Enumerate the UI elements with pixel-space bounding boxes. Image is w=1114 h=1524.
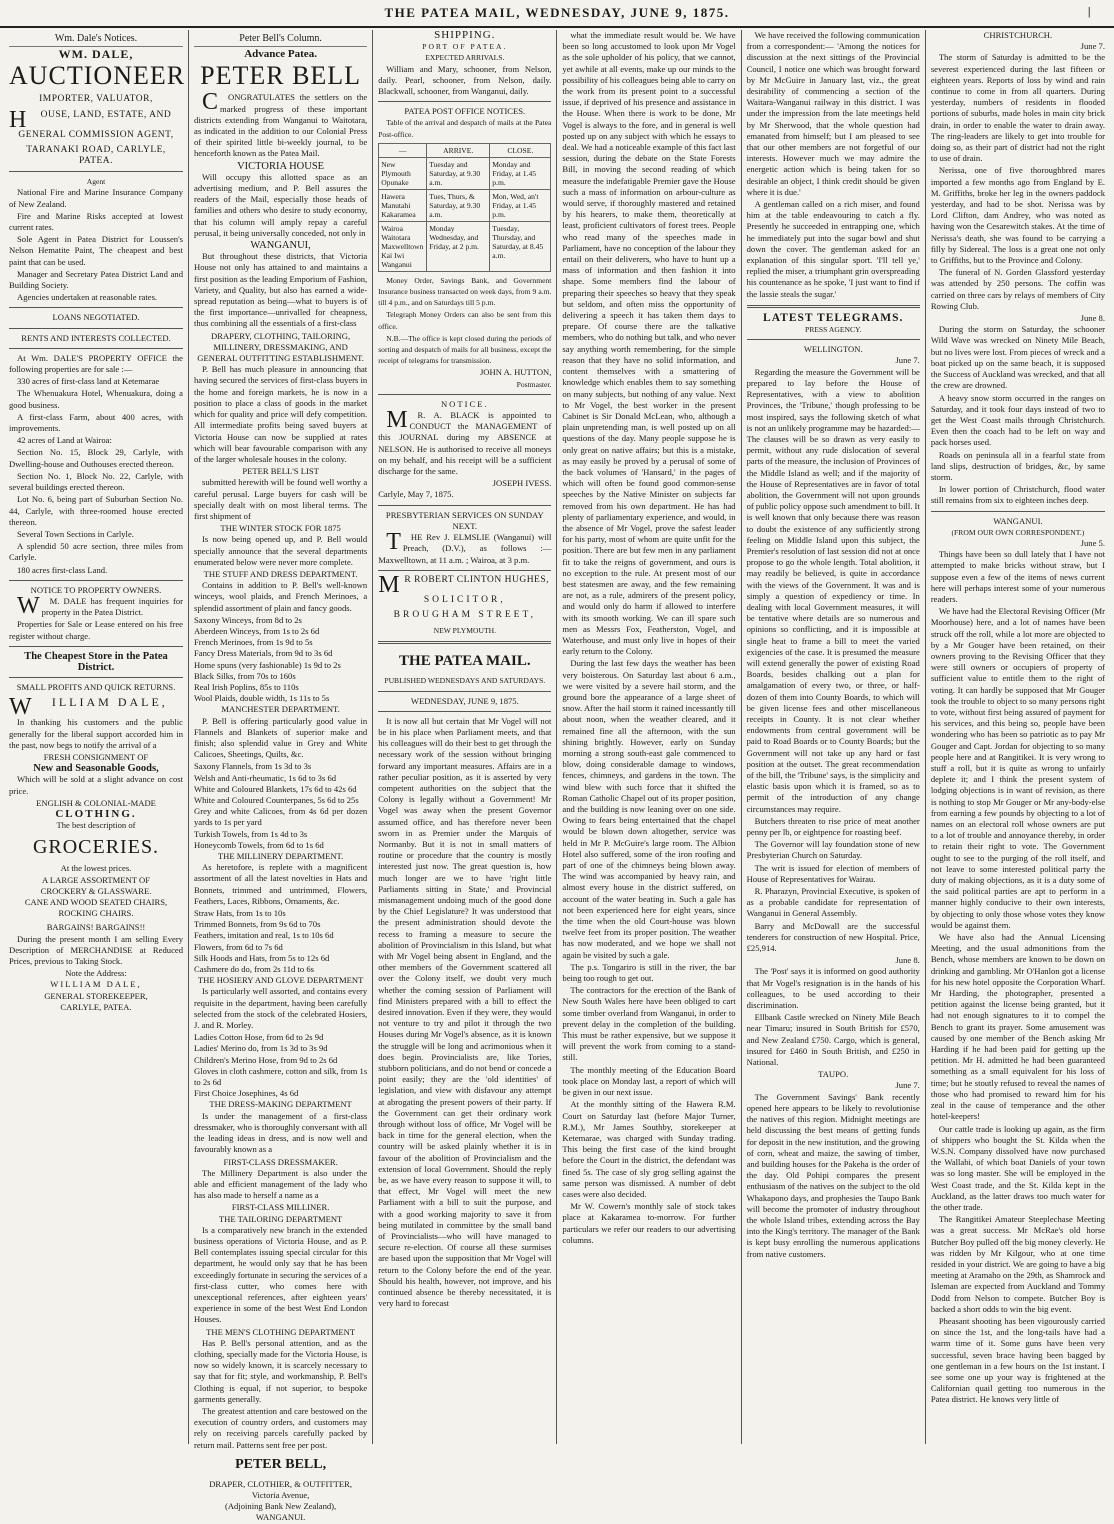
list-text: submitted herewith will be found well worthy a careful perusal. Large buyers for cash will be specially dealt with on most liberal terms. The first shipment of <box>194 477 368 521</box>
presbyterian-heading: PRESBYTERIAN SERVICES ON SUNDAY NEXT. <box>385 509 544 531</box>
property-item: Several Town Sections in Carlyle. <box>17 528 134 539</box>
winter-stock: THE WINTER STOCK FOR 1875 <box>220 523 341 534</box>
agent-lines <box>9 187 183 303</box>
thanking-text: In thanking his customers and the public generally for the liberal support accorded him in the past, now begs to notify the arrival of a <box>9 717 183 750</box>
congrats-dropcap: C <box>202 89 219 116</box>
price-line: Silk Hoods and Hats, from 5s to 12s 6d <box>194 952 330 963</box>
mail-arrive: Monday Wednesday, and Friday, at 2 p.m. <box>427 221 490 271</box>
property-item: 42 acres of Land at Wairoa: <box>17 435 112 446</box>
port-heading: PORT OF PATEA. <box>422 42 508 52</box>
chairs: CANE AND WOOD SEATED CHAIRS, <box>24 896 168 907</box>
price-line: Welsh and Anti-rheumatic, 1s 6d to 3s 6d <box>194 772 337 783</box>
victoria-house: VICTORIA HOUSE <box>237 160 325 172</box>
issue-date: WEDNESDAY, JUNE 9, 1875. <box>410 695 519 706</box>
editorial-paragraph: During the last few days the weather has been very boisterous. On Saturday last about 6 a.m., we were visited by a severe hail storm, and the ground bore the appearance of a large sheet of snow. After the hail storm it rained incessantly till about noon, when the weather cleared, and it remained fine all the afternoon, with the sun shining brightly. However, early on Sunday morning a strong south-east gale commenced to blow, doing considerable damage to windows, fences, chimneys, and gardens in the town. The wind blew with such force that it shifted the Roman Catholic Chapel out of its proper position, and the building is now leaning over on one side. Owing to fears being entertained that the chapel would be blown down altogether, service was held in Mr P. McGuire's large room. The Albion Hotel also suffered, some of the iron roofing and part of one of the chimneys being blown away. The wind was accompanied by heavy rain, and almost every house in the district suffered, on account of the water beating in. Such a gale has not been experienced here for eight years, since the time when the old Court-house was blown twelve feet from its proper position. The weather has now moderated, and we hope we shall not again be visited by such a gale. <box>562 658 736 960</box>
price-line: Children's Merino Hose, from 9d to 2s 6d <box>194 1054 338 1065</box>
property-item: 330 acres of first-class land at Ketemarae <box>17 376 160 387</box>
writ-text: The writ is issued for election of members of House of Representatives for Wairau. <box>746 862 920 884</box>
column-dale-notices <box>4 30 189 1444</box>
agent-line: Fire and Marine Risks accepted at lowest current rates. <box>9 210 183 233</box>
hosiery-text: Is particularly well assorted, and contains every requisite in the department, having been carefully selected from the stock of the celebrated Hosiers, J. and R. Morley. <box>194 986 368 1031</box>
stuff-text: Contains in addition to P. Bell's well-known winceys, wool plaids, and French Merinoes, a splendid assortment of plain and fancy goods. <box>194 580 368 613</box>
agent-line: Agencies undertaken at reasonable rates. <box>17 292 158 303</box>
wanganui-text: We have had the Electoral Revising Officer (Mr Moorhouse) here, and a lot of names have been struck off the roll, while a lot more are objected to by a Mr Gouger have been retained, on their owners proving to the Revising Officer that they were still owners or occupiers of property of sufficient value to entitle them to the right of voting. It can hardly be supposed that Mr Gouger took the trouble to object to so many persons right to vote, without first being assured of payment for his services, and this being so, people have been wondering who has been so patriotic as to pay Mr Gouger and Capt. Jordan for objecting to so many people here and at Rangitikei. It is very wrong to stuff a roll, but it is quite as wrong to unfairly deplete it; and I think the present system of lodging objections is in want of revision, as there is nothing to stop Mr Gouger or Mr any-body-else from earning a few pounds by objecting to a lot of names on an electoral roll whose owners are put to a lot of trouble and annoyance thereby, in order to retain their right to vote. The Government ought to see to the purging of the roll itself, and not leave to some interested political party the duty of making objections, as it is a duty some of the said political parties are apt to perform in a manner highly conducive to their own interests, by objecting to only those whose votes they know would be against them. <box>930 606 1106 930</box>
column-christchurch <box>926 30 1110 1444</box>
sold-text: Which will be sold at a slight advance on cost price. <box>9 774 183 796</box>
mail-close: Monday and Friday, at 1.45 p.m. <box>490 157 551 189</box>
dateline: June 7. <box>895 355 920 366</box>
mail-header: — <box>379 143 427 157</box>
cheapest-store: The Cheapest Store in the Patea District. <box>24 650 168 673</box>
christchurch-text: The funeral of N. Gorden Glassford yesterday was attended by 250 persons. The coffin was carried on three cars by relays of members of City Rowing Club. <box>930 267 1106 311</box>
price-line: Ladies Cotton Hose, from 6d to 2s 9d <box>194 1032 324 1043</box>
house-dropcap: H <box>9 106 27 133</box>
editorial-text: It is now all but certain that Mr Vogel will not be in his place when Parliament meets, and that his colleagues will do their best to get through the necessary work of the session without bringing forward any important measures. Affairs are in a rather peculiar position, as it is asserted by very competent authorities on the subject that the Colony is legally without a Government! Mr Vogel was away when the present Governor assumed office, and has therefore never been sworn in as Premier under the Marquis of Normanby. But it is not in small matters of routine or procedure that the country is mostly interested just now. The great question is, how much longer are we to have 'right little Parliaments sitting in State,' and Provincial mismanagement undoing much of the good done by the Chief Legislature? It was understood that the present administration should devote the recess to framing a measure to secure the abolition of Provincialism in this Island, but what with Mr Vogel being absent in England, and the other members of the Government scattered all over the Colony itself, we doubt very much whether the coming session of Parliament will find Ministers prepared with a bill to effect the desired innovation. Even if they were, they would not venture to try and pilot it through the two Houses during Mr Vogel's absence, as it is known the struggle will be long and acrimonious when it does begin. Provincialists are, like Tories, stubborn politicians, and do not bend or concede a point easily; they are the 'old identities' of legislation, and view with disfavour any attempt at abrogating the present powers of their party. If the Government can get their ordinary work through without loss of office, Mr Vogel will be back in time for the general election, when the country will be asked plainly whether it is in favour of the abolition of Provincialism and the extension of local Government. Should the reply be, as we have every reason to suppose it will, to that effect, Mr Vogel will meet the new Parliament with a bill to suit the purpose, and with a good working majority to save it from being mutilated in committee by the small band of Provincialists—who will have managed to secure re-election. Of course all these surmises are based upon the supposition that Mr Vogel will return to the Colony before the end of the year. Should his health, however, not improve, and his continued absence be thereby necessitated, it is very hard to forecast <box>378 715 552 1309</box>
telegraph-text: Telegraph Money Orders can also be sent from this office. <box>378 310 552 331</box>
editorial-paragraph: The contractors for the erection of the Bank of New South Wales here have been obliged to cart some timber overland from Wanganui, in order to prevent delay in the completion of the building. This must be rather expensive, but we suppose it will prevent the work from coming to a stand-still. <box>562 985 736 1063</box>
correspondent-text: We have received the following communication from a correspondent:— 'Among the notices for discussion at the next sittings of the Provincial Council, I notice one which was brought forward by Mr McGuire in January last, viz., the great desirability of commencing a section of the Waitara-Wanganui railway in this district. I was under the impression from the late meetings held by Mr Sherwood, that the whole question had emanated from himself; but I am pleased to see that our other members are not forgetful of our interests. However much we may admire the energetic action which is being taken for so desirable an object, I think credit should be given where it is due.' <box>746 30 920 197</box>
english-colonial: ENGLISH & COLONIAL-MADE <box>36 797 156 808</box>
table-row <box>379 157 551 189</box>
millinery-prices <box>194 908 367 975</box>
price-line: French Merinoes, from 1s 9d to 5s <box>194 637 313 648</box>
best-description: The best description of <box>56 820 136 831</box>
property-item: A first-class Farm, about 400 acres, with improvements. <box>9 411 183 434</box>
hughes-dropcap: M <box>378 571 401 598</box>
mail-table <box>378 143 551 272</box>
hutton-name: JOHN A. HUTTON, <box>479 367 552 378</box>
wellington-text: Regarding the measure the Government will be prepared to lay before the House of Representatives, with a view to abolition Provinces, the 'Tribune,' though professing to be most inspired, says the following sketch of what is not an unlikely programme may be hazarded:— The clauses will be so drawn as very easily to permit, without any rude dislocation of several parts of the measure, the inclusion of Provinces of the Middle Island as well; and if the majority of the House of Representatives are in favor of total abolition, the Government will not upon grounds of public policy oppose such amendment to bill. It is well known that only because there was reason to doubt the existence of any sufficiently strong feeling on Middle Island upon this subject, the Premier's resolution of last session did not at once propose to go the whole length. Total abolition, it may readily be believed, is quite in accordance with the views of the Government. It was and is simply a question of expediency or time. In dealing with local Government measures, it will be tentative where details are so numerous and opinions so conflicting, and it is impossible at single heat to frame a bill to meet the varied exigencies of the case. It is presumed the measure will extend generally the power of existing Road Boards, besides chalking out a plan for amalgamation of every two, or three, or half-dozen of them into County Boards, to which will be given license fees and other miscellaneous receipts in County. It is not clear whether endowments from central government will be paid to Road Boards or to County Boards; but the Government will not take up any hard or fast position at the outset. The great recommendation of the bill, the 'Tribune' says, is the simplicity and elastic basis upon which it is framed, so as to permit of the introduction of any change circumstances may require. <box>746 366 920 814</box>
dress-text: Is under the management of a first-class dressmaker, who is thoroughly conversant with all the leading ideas in dress, and is now well and favourably known as a <box>194 1110 368 1155</box>
postmaster-title: Postmaster. <box>516 379 552 389</box>
millinery-text: As heretofore, is replete with a magnificent assortment of all the latest novelties in Hats and Bonnets, trimmed and untrimmed, Flowers, Feathers, Laces, Ribbons, Ornaments, &c. <box>194 862 368 906</box>
latest-telegrams: LATEST TELEGRAMS. <box>763 311 904 324</box>
shipping-heading: SHIPPING. <box>434 29 496 41</box>
wellington-heading: WELLINGTON. <box>803 344 863 355</box>
editorial-paragraph: The monthly meeting of the Education Board took place on Monday last, a report of which will be given in our next issue. <box>562 1064 736 1098</box>
agent-line: Manager and Secretary Patea District Land and Building Society. <box>9 268 183 291</box>
note-address: Note the Address: <box>65 968 127 979</box>
rocking-chairs: ROCKING CHAIRS. <box>58 908 134 919</box>
mail-places: Hawera Manutahi Kakaramea <box>379 189 427 221</box>
drapery: DRAPERY, CLOTHING, TAILORING, MILLINERY, DRESSMAKING, AND GENERAL OUTFITTING ESTABLISHMENT. <box>197 330 364 364</box>
bargains: BARGAINS! BARGAINS!! <box>46 922 146 933</box>
auctioneer-title: AUCTIONEER <box>9 61 186 91</box>
mail-header: ARRIVE. <box>427 143 490 157</box>
editorial-paragraph: The p.s. Tongariro is still in the river, the bar being too rough to get out. <box>562 961 736 984</box>
notice-black-text: R. A. BLACK is appointed to CONDUCT the MANAGEMENT of this JOURNAL during my ABSENCE at NELSON. He is authorised to receive all moneys on my behalf, and his receipt will be a sufficient discharge for the same. <box>378 410 552 477</box>
masthead <box>0 0 1114 28</box>
mail-close: Mon, Wed, an't Friday, at 1.45 p.m. <box>490 189 551 221</box>
price-line: Aberdeen Winceys, from 1s to 2s 6d <box>194 625 320 636</box>
solicitor: SOLICITOR, <box>423 594 506 605</box>
bell-street: Victoria Avenue, <box>251 1489 310 1500</box>
taupo-text: The Government Savings' Bank recently opened here appears to be likely to revolutionise the natives of this region. Midnight meetings are held discussing the best means of getting funds for deposit in the new institution, and the growing of corn, wheat and maize, the sawing of timber, and building houses for the Pakeha is the order of the day. Old Pohipi compares the present enthusiasm of the natives on the subject to the old Whakapono days, and prophesies the Taupo Bank will become the promoter of industry throughout the whole Island tribes, extending across the Bay into the King's territory. The manager of the Bank is kept busy enrolling the numerous applications from native customers. <box>746 1091 920 1259</box>
price-line: Flowers, from 6d to 7s 6d <box>194 941 283 952</box>
own-correspondent: (FROM OUR OWN CORRESPONDENT.) <box>951 527 1085 537</box>
wanganui: WANGANUI, <box>250 240 311 252</box>
property-office: At Wm. DALE'S PROPERTY OFFICE the following properties are for sale :— <box>9 352 183 375</box>
notice-dropcap: W <box>17 592 40 619</box>
lowest-prices: At the lowest prices. <box>60 863 132 874</box>
mens-text: Has P. Bell's personal attention, and as the clothing, specially made for the Victoria House, is now so widely known, it is scarcely necessary to say that for fit; style, and workmanship, P. Bell's Clothing is equal, if not superior, to bespoke garments generally. <box>194 1337 368 1404</box>
stuff-prices <box>194 615 367 705</box>
wanganui-text: Things have been so dull lately that I have not attempted to make bricks without straw, but I suppose even a few of the items of news current here will perhaps interest some of your numerous readers. <box>930 549 1106 604</box>
small-profits: SMALL PROFITS AND QUICK RETURNS. <box>16 682 176 693</box>
carlyle-date: Carlyle, May 7, 1875. <box>378 489 454 500</box>
dale-general: GENERAL COMMISSION AGENT, <box>18 129 174 140</box>
table-row <box>379 221 551 271</box>
bell-role: DRAPER, CLOTHIER, & OUTFITTER, <box>209 1478 352 1489</box>
wanganui-text: But throughout these districts, that Victoria House not only has attained to and maintains a first position as the leading Emporium of Fashion, Variety, and Quality, but also has earned a wide-spread reputation as being—what to buyers is of the first importance—unrivalled for cheapness, thus combining all the essentials of a first-class <box>194 251 368 329</box>
ellbank-text: Ellbank Castle wrecked on Ninety Mile Beach near Timaru; insured in South British for £570, and New Zealand £750. Cargo, which is general, insured for £460 in South British, and £250 in National. <box>746 1012 920 1068</box>
first-milliner: FIRST-CLASS MILLINER. <box>231 1202 330 1213</box>
bell-list: PETER BELL'S LIST <box>242 466 319 477</box>
bell-text: P. Bell has much pleasure in announcing that having secured the services of first-class buyers in the home and foreign markets, he is now in a position to place a class of goods in the market which for quality and price will defy competition. All intermediate profits being saved buyers at Victoria House can now be supplied at rates which will bear favourable comparison with any of the larger wholesale houses in the colony. <box>194 364 368 464</box>
tailoring-department: THE TAILORING DEPARTMENT <box>218 1213 343 1224</box>
wanganui-text: The Rangitikei Amateur Steeplechase Meeting was a great success. Mr McRae's old horse Butcher Boy pulled off the big money cleverly. He was ridden by Mr Kilgour, who at one time resided in your district. We are going to have a big meeting at Aramaho on the 29th, as Shamrock and Isleman are expected from Auckland and Tommy Dodd from Nelson to compete. Butcher Boy is backed a short odds to win the big event. <box>930 1214 1106 1314</box>
wanganui-heading: WANGANUI. <box>993 515 1043 526</box>
price-line: Wool Plaids, double width, 1s 11s to 5s <box>194 693 330 704</box>
mail-places: New Plymouth Opunake <box>379 157 427 189</box>
column-bell <box>189 30 373 1523</box>
ivess-signature: JOSEPH IVESS. <box>492 478 552 489</box>
dale-roles: IMPORTER, VALUATOR, <box>39 94 153 105</box>
dress-department: THE DRESS-MAKING DEPARTMENT <box>209 1099 352 1110</box>
price-line: Black Silks, from 70s to 160s <box>194 670 296 681</box>
property-item: Section No. 15, Block 29, Carlyle, with Dwelling-house and Outhouses erected thereon. <box>9 447 183 469</box>
first-dress-text: The Millinery Department is also under the able and efficient management of the lady who has also made to herself a name as a <box>194 1167 368 1201</box>
signature-place: CARLYLE, PATEA. <box>60 1001 132 1012</box>
price-line: Gloves in cloth cashmere, cotton and silk, from 1s to 2s 6d <box>194 1065 368 1088</box>
during-text: During the present month I am selling Every Description of MERCHANDISE at Reduced Prices, previous to Taking Stock. <box>9 933 183 966</box>
christchurch-text: Nerissa, one of five thoroughbred mares imported a few months ago from England by E. M. Griffiths, broke her leg in the owners paddock yesterday, and had to be shot. Nerissa was by Lord Clifton, dam Andrey, who was noted as having won the Cesarewitch stakes. At the time of Nerissa's death, she was found to be carrying a filly by Sidereal. The loss is a great one not only to Griffiths, but to the Province and Colony. <box>930 165 1106 266</box>
columns <box>4 29 1110 1523</box>
christchurch-heading: CHRISTCHURCH. <box>983 30 1053 40</box>
price-line: Straw Hats, from 1s to 10s <box>194 908 286 919</box>
mail-arrive: Tues, Thurs, & Saturday, at 9.30 a.m. <box>427 189 490 221</box>
taupo-heading: TAUPO. <box>818 1069 849 1080</box>
paper-title: THE PATEA MAIL. <box>399 653 531 670</box>
ships-text: William and Mary, schooner, from Nelson, daily. Pearl, schooner, from Nelson, daily. Blackwall, schooner, from Wanganui, daily. <box>378 63 552 97</box>
bell-heading: Peter Bell's Column. <box>194 33 367 47</box>
large-assortment: A LARGE ASSORTMENT OF <box>42 874 150 885</box>
price-line: Honeycomb Towels, from 6d to 1s 6d <box>194 839 324 850</box>
hughes-name: R ROBERT CLINTON HUGHES, <box>404 574 550 585</box>
peter-bell-title: PETER BELL <box>200 61 362 91</box>
price-line: Saxony Winceys, from 8d to 2s <box>194 614 302 625</box>
bell-town: WANGANUI. <box>255 1512 306 1523</box>
property-item: A splendid 50 acre section, three miles from Carlyle. <box>9 541 183 563</box>
column-shipping <box>373 30 557 1444</box>
column-editorial-cont <box>557 30 741 1444</box>
price-line: Fancy Dress Materials, from 9d to 3s 6d <box>194 648 333 659</box>
hosiery-department: THE HOSIERY AND GLOVE DEPARTMENT <box>197 975 364 986</box>
masthead-mark: | <box>1087 4 1092 18</box>
dateline: June 5. <box>1080 537 1106 548</box>
millinery-department: THE MILLINERY DEPARTMENT. <box>217 851 344 862</box>
price-line: Real Irish Poplins, 85s to 110s <box>194 681 299 692</box>
mail-header: CLOSE. <box>490 143 551 157</box>
price-line: Saxony Flannels, from 1s 3d to 3s <box>194 761 312 772</box>
loans-negotiated: LOANS NEGOTIATED. <box>52 312 140 323</box>
price-line: Trimmed Bonnets, from 9s 6d to 70s <box>194 919 321 930</box>
victoria-text: Will occupy this allotted space as an advertising medium, and P. Bell assures the readers of the Mail, especially those heads of families and others who desire to study economy, that his column will amply repay a careful perusal, it being universally conceded, not only in <box>194 171 368 238</box>
miser-text: A gentleman called on a rich miser, and found him at the table endeavouring to catch a fly. Presently he succeeded in entrapping one, which he immediately put into the sugar bowl and shut down the cover. The gentleman asked for an explanation of this singular sport. 'I'll tell ye,' replied the miser, a triumphant grin overspreading his countenance as he spoke, 'I just want to find if the lassie steals the sugar.' <box>746 199 920 299</box>
signature-role: GENERAL STOREKEEPER, <box>44 990 148 1001</box>
barry-text: Barry and McDowall are the successful tenderers for construction of new Hospital. Price, £25,914. <box>746 920 920 954</box>
price-line: Grey and white Calicoes, from 4s 6d per dozen yards to 1s per yard <box>194 806 368 828</box>
wanganui-text: Our cattle trade is looking up again, as the firm of shippers who bought the St. Kilda when the W.S.N. Company dissolved have now purchased the Wallabi, of which boat Daniels of your town was so long master. She will be employed in the West Coast trade, and the St. Kilda kept in the Auckland, as the latter draws too much water for the other trade. <box>930 1123 1106 1212</box>
bell-adjoining: (Adjoining Bank New Zealand), <box>224 1501 337 1512</box>
tailoring-text: Is a comparatively new branch in the extended business operations of Victoria House, and as P. Bell contemplates issuing special circular for this department, he would only say that he has been exceedingly fortunate in securing the services of a first-class cutter, who comes here with unexceptional references, after eighteen years' experience in some of the best West End London Houses. <box>194 1224 368 1325</box>
post-office-notices: PATEA POST OFFICE NOTICES. <box>404 106 526 117</box>
crockery: CROCKERY & GLASSWARE. <box>40 885 152 896</box>
agent-line: Sole Agent in Patea District for Loussen's Nelson Hematite Paint, The cheapest and best paint that can be used. <box>9 234 183 267</box>
editorial-paragraph: what the immediate result would be. We have been so long accustomed to look upon Mr Vogel as the sole upholder of his policy, that we cannot, yet awhile at all events, make up our minds to the possibility of his colleagues being able to carry on the work from its present point to a successful issue, if deprived of his presence and assistance in the House. When there is work to be done, Mr Vogel is always to the fore, and in general is well posted up on any subject with which he essays to deal. We had a noticeable example of this fact last session, during the debate on the State Forests Bill, in moving the second reading of which measure the indefatigable Premier gave the House such a mass of information on arbour-culture as would serve, if thoroughly mastered and retained by his hearers, to make them, theoretically at least, proficient cultivators of forest trees. People who read many of the speeches made in Parliament, have no conception of the labour they entail on their deliverers, who have to hunt up a mass of information and then fashion it into shape. Some members find the labour of preparing their speeches so heavy that they speak but seldom, and often miss the opportunity of delivering a speech it has taken them days to prepare. Of course there are the talkative members, who do nothing but talk, and who never say anything worth remembering, for the simple reason that they have no solid information, and content themselves with a smattering of knowledge which enables them to say something on many subjects, but nothing of any value. Next to Mr Vogel, the best worker in the present Cabinet is Sir Donald McLean, who, although a plain unpretending man, is well posted up on all questions of the day. Many people suppose he is only great on native affairs; but this is a mistake, as may easily be proved by a perusal of some of the back volumes of 'Hansard,' in the pages of which will often be found good common-sense speeches by the Native Minister on subjects far removed from his own department. He has had plenty of parliamentary experience, and would, in the absence of Mr Vogel, prove the safest leader for his party, most of whom are quite unfit for the position. There are but few men in any parliament fit to take the reigns of government, and ours is no exception to the rule. At present most of our best statesmen are away, and the few remaining are not, as a rule, admirers of the present policy, and would only do harm if allowed to interfere with its smooth working. We can ill spare such men as Messrs Fox, Featherston, Vogel, and Waterhouse, and must only live in hopes of their early return to the Colony. <box>562 30 736 657</box>
clothing: CLOTHING. <box>55 807 137 820</box>
fresh-consignment: FRESH CONSIGNMENT OF <box>43 751 149 762</box>
notice-black-dropcap: M <box>386 407 408 434</box>
property-item: Lot No. 6, being part of Suburban Section No. 44, Carlyle, with three-roomed house erected thereon. <box>9 494 183 527</box>
dateline: June 8. <box>895 955 920 966</box>
greatest-text: The greatest attention and care bestowed on the execution of country orders, and customers may rely on receiving parcels carefully packed by return mail. Patterns sent free per post. <box>194 1405 368 1450</box>
nb-text: N.B.—The office is kept closed during the periods of sorting and despatch of mails for all business, except the receipt of telegrams for transmission. <box>378 333 552 366</box>
christchurch-text: A heavy snow storm occurred in the ranges on Saturday, and it took four days instead of two to get the West Coast mails through Christchurch. Even then the coach had to be left on way and pack horses used. <box>930 392 1106 448</box>
notice-heading: NOTICE. <box>440 398 489 409</box>
editorial-paragraph: At the monthly sitting of the Hawera R.M. Court on Saturday last (before Major Turner, R.M.), Mr James Southby, storekeeper at Ketemarae, was charged with Sunday trading. This being the first case of the kind brought before the Court in the district, the defendant was fined 5s. The case of sly grog selling against the same person was dismissed. A number of debt cases were also decided. <box>562 1099 736 1199</box>
wanganui-text: We have also had the Annual Licensing Meeting, and the usual admonitions from the Bench, whose members are known to be down on drinking and gambling. Mr O'Hanlon got a license for his new hotel opposite the Corporation Wharf. Mr Harding, the photographer, presented a petition against the license being granted, but it had not enough signatures to it to compel the Bench to grant its prayer. Some amusement was caused by one member of the Bench asking Mr Harding if he had been paid for getting up the petition. Mr H. admitted he had been guaranteed something as a small equivalent for his loss of time; but he stoutly refused to reveal the names of those who had promised to reward him for his zeal in the cause of temperance and the other hotel-keepers! <box>930 932 1106 1122</box>
notice-owners-text: M. DALE has frequent inquiries for property in the Patea District. <box>41 595 183 618</box>
notice-owners-title: NOTICE TO PROPERTY OWNERS. <box>30 584 162 595</box>
mail-close: Tuesday, Thursday, and Saturday, at 8.45 a.m. <box>490 221 551 271</box>
winter-text: Is now being opened up, and P. Bell would specially announce that the several departments enumerated below were never more complete. <box>194 534 368 567</box>
notice-owners-text2: Properties for Sale or Lease entered on his free register without charge. <box>9 619 183 641</box>
congrats-text: ONGRATULATES the settlers on the marked progress of these important districts extending from Wanganui to Waitotara, as indicated in the addition to our Colonial Press of their spirited little bi-weekly journal, to be henceforth known as the Patea Mail. <box>194 92 368 159</box>
dale-house: OUSE, LAND, ESTATE, AND <box>40 109 172 120</box>
groceries: GROCERIES. <box>32 836 160 859</box>
signature-name: WILLIAM DALE, <box>50 979 142 990</box>
presby-dropcap: T <box>386 529 401 556</box>
mail-places: Wairoa Waitotara Maxwelltown Kai Iwi Wanganui <box>379 221 427 271</box>
hosiery-prices <box>194 1032 367 1099</box>
presby-text: HE Rev J. ELMSLIE (Wanganui) will Preach, (D.V.), as follows :— Maxwelltown, at 11 a.m. ; Wairoa, at 3 p.m. <box>378 532 552 565</box>
new-plymouth: NEW PLYMOUTH. <box>433 626 496 636</box>
property-item: 180 acres first-class Land. <box>17 564 108 575</box>
pharazyn-text: R. Pharazyn, Provincial Executive, is spoken of as a probable candidate for representation of Wanganui in General Assembly. <box>746 886 920 919</box>
dale-name: WM. DALE, <box>58 47 134 62</box>
expected-arrivals: EXPECTED ARRIVALS. <box>425 53 505 63</box>
mail-arrive: Tuesday and Saturday, at 9.30 a.m. <box>427 157 490 189</box>
brougham-street: BROUGHAM STREET, <box>393 609 536 620</box>
mens-department: THE MEN'S CLOTHING DEPARTMENT <box>206 1326 356 1337</box>
dale-address: TARANAKI ROAD, CARLYLE, PATEA. <box>26 144 166 167</box>
dateline: June 8. <box>1080 313 1106 324</box>
governor-text: The Governor will lay foundation stone of new Presbyterian Church on Saturday. <box>746 839 920 861</box>
price-line: Cashmere do do, from 2s 11d to 6s <box>194 964 314 975</box>
wanganui-text: Pheasant shooting has been vigourously carried on since the 1st, and the long-tails have had a warm time of it. Some guns have been very successful, seven brace having been bagged by one gentleman in a few hours on the 1st instant. I see some one up your way is frightened at the Californian quail getting too numerous in the Patea district. He knows very little of <box>930 1315 1106 1405</box>
first-dressmaker: FIRST-CLASS DRESSMAKER. <box>223 1156 338 1167</box>
rents-collected: RENTS AND INTERESTS COLLECTED. <box>21 332 171 343</box>
agent-line: National Fire and Marine Insurance Company of New Zealand. <box>9 187 183 209</box>
christchurch-text: In lower portion of Christchurch, flood water still remains from six to eighteen inches deep. <box>930 484 1106 506</box>
price-line: First Choice Josephines, 4s 6d <box>194 1088 299 1099</box>
price-line: Home spuns (very fashionable) 1s 9d to 2s <box>194 659 341 670</box>
property-item: Section No. 1, Block No. 22, Carlyle, with several buildings erected thereon. <box>9 470 183 493</box>
christchurch-text: During the storm on Saturday, the schooner Wild Wave was wrecked on Ninety Mile Beach, but no lives were lost. From pieces of wreck and a boat picked up on the same beach, it is supposed the Success of Auckland was wrecked, and that all the crew are drowned. <box>930 324 1106 391</box>
william-dale: ILLIAM DALE, <box>51 695 168 710</box>
christchurch-text: The storm of Saturday is admitted to be the severest experienced during the last fifteen or eighteen years. Reports of loss by wind and rain continue to come in from all quarters. During yesterday, numbers of residents in flooded portions of suburbs, made holes in main city brick drain, in order to enable the water to drain away. The ring-leaders are likely to get into trouble for doing so, as their part of district had not the right to use of drain. <box>930 52 1106 164</box>
table-row <box>379 189 551 221</box>
post-text: The 'Post' says it is informed on good authority that Mr Vogel's resignation is in the hands of his colleagues, to be used according to their discrimination. <box>746 966 920 1011</box>
press-agency: PRESS AGENCY. <box>805 325 862 335</box>
published-days: PUBLISHED WEDNESDAYS AND SATURDAYS. <box>384 676 546 686</box>
price-line: Ladies' Merino do, from 1s 3d to 3s 9d <box>194 1043 328 1054</box>
money-order-text: Money Order, Savings Bank, and Government Insurance business transacted on week days, from 9 a.m. till 4 p.m., and on Saturdays till 5 p.m. <box>378 275 552 308</box>
bell-signature: PETER BELL, <box>235 1456 327 1472</box>
dale-heading: Wm. Dale's Notices. <box>9 33 183 47</box>
price-line: White and Coloured Counterpanes, 5s 6d to 25s <box>194 795 359 805</box>
christchurch-text: Roads on peninsula all in a fearful state from land slips, destruction of bridges, &c, by same storm. <box>930 449 1106 482</box>
agent-label: Agent <box>86 177 106 187</box>
dateline: June 7. <box>895 1080 920 1091</box>
price-line: Turkish Towels, from 1s 4d to 3s <box>194 828 308 839</box>
manchester-prices <box>194 761 367 851</box>
butchers-text: Butchers threaten to rise price of meat another penny per lb, or eightpence for roasting beef. <box>746 815 920 838</box>
editorial-paragraph: Mr W. Cowern's monthly sale of stock takes place at Kakaramea to-morrow. For further particulars we refer our readers to our advertising columns. <box>562 1201 736 1245</box>
manchester-text: P. Bell is offering particularly good value in Flannels and Blankets of superior make and finish; also splendid value in Grey and White Calicoes, Sheetings, Quilts, &c. <box>194 715 368 760</box>
advance-patea: Advance Patea. <box>244 48 317 61</box>
column-telegrams <box>742 30 926 1444</box>
masthead-title: THE PATEA MAIL, WEDNESDAY, JUNE 9, 1875. <box>384 5 730 20</box>
table-note: Table of the arrival and despatch of mails at the Patea Post-office. <box>378 118 552 139</box>
manchester-department: MANCHESTER DEPARTMENT. <box>221 704 340 715</box>
price-line: Feathers, imitation and real, 1s to 10s 6d <box>194 930 334 941</box>
price-line: White and Coloured Blankets, 17s 6d to 42s 6d <box>194 783 357 794</box>
dateline: June 7. <box>1080 41 1106 52</box>
property-item: The Whenuakura Hotel, Whenuakura, doing a good business. <box>9 388 183 410</box>
william-dropcap: W <box>9 694 35 721</box>
stuff-department: THE STUFF AND DRESS DEPARTMENT. <box>203 568 358 579</box>
new-goods: New and Seasonable Goods, <box>33 763 159 775</box>
